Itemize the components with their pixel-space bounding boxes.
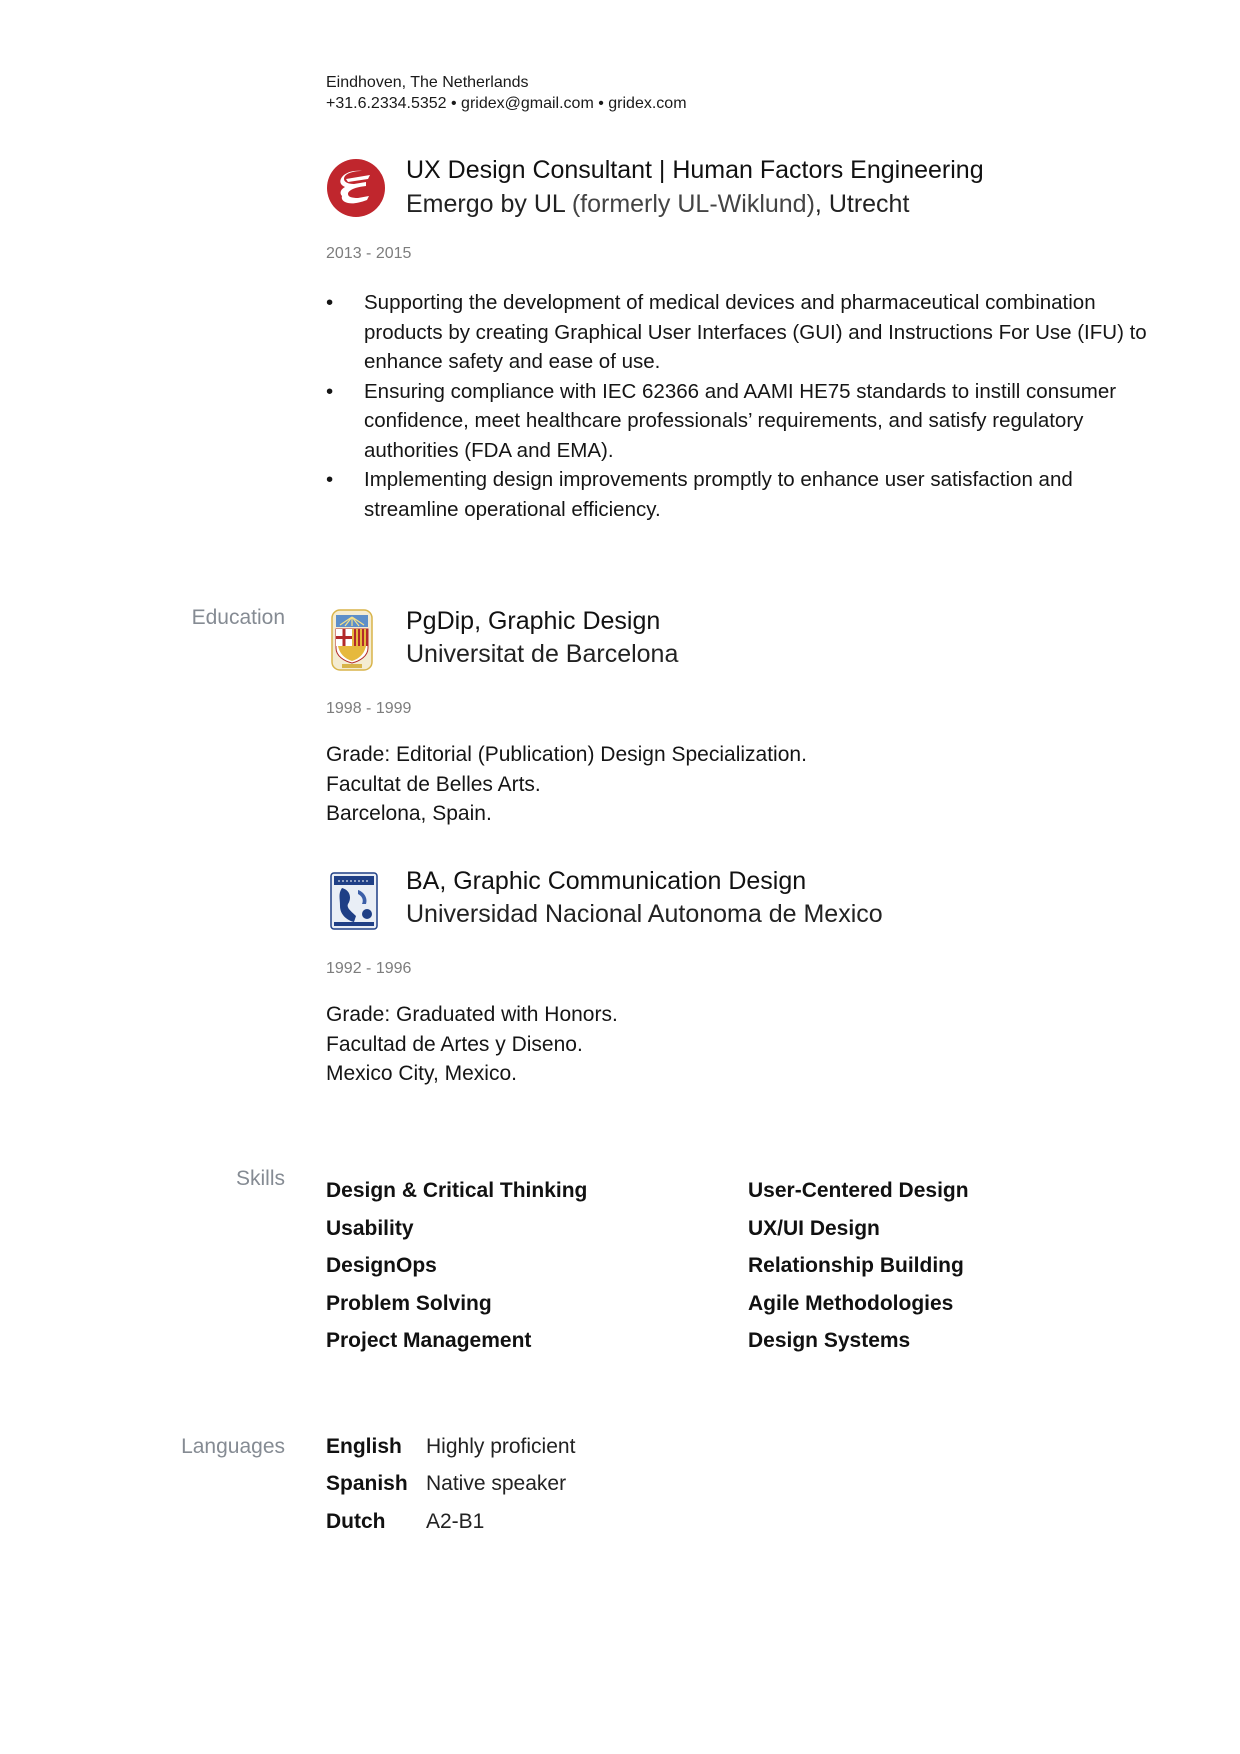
detail-line: Barcelona, Spain. bbox=[326, 802, 492, 825]
detail-line: Mexico City, Mexico. bbox=[326, 1062, 517, 1085]
list-item bbox=[326, 465, 1156, 524]
skill-item: Design Systems bbox=[748, 1329, 911, 1352]
contact-details: +31.6.2334.5352 • gridex@gmail.com • gridex.com bbox=[326, 95, 687, 112]
org-city: , Utrecht bbox=[814, 190, 910, 218]
bullet-icon: • bbox=[326, 379, 334, 403]
skill-item: Design & Critical Thinking bbox=[326, 1179, 588, 1202]
bullet-text: Implementing design improvements promptly to enhance user satisfaction and streamline operational efficiency. bbox=[364, 468, 1073, 521]
education-label: Education bbox=[191, 606, 285, 629]
language-level: Native speaker bbox=[426, 1472, 567, 1495]
bullet-icon: • bbox=[326, 468, 334, 491]
language-row bbox=[326, 1472, 566, 1496]
education-degree-1: PgDip, Graphic Design bbox=[406, 607, 661, 635]
education-dates-2: 1992 - 1996 bbox=[326, 960, 412, 977]
org-formerly: (formerly UL-Wiklund) bbox=[571, 190, 815, 218]
education-school-1: Universitat de Barcelona bbox=[406, 640, 679, 668]
skills-label: Skills bbox=[235, 1167, 285, 1190]
skill-item: User-Centered Design bbox=[748, 1179, 969, 1202]
language-level: Highly proficient bbox=[426, 1435, 576, 1458]
language-name: English bbox=[326, 1435, 402, 1458]
detail-line: Facultad de Artes y Diseno. bbox=[326, 1032, 583, 1056]
skill-item: UX/UI Design bbox=[748, 1216, 880, 1240]
education-details-1 bbox=[326, 740, 807, 829]
language-name: Spanish bbox=[326, 1472, 408, 1495]
education-degree-2: BA, Graphic Communication Design bbox=[406, 867, 807, 895]
job-dates: 2013 - 2015 bbox=[326, 245, 412, 262]
job-title: UX Design Consultant | Human Factors Engineering bbox=[406, 156, 984, 184]
bullet-text: Ensuring compliance with IEC 62366 and AAMI HE75 standards to instill consumer confidence, meet healthcare professionals’ requirements, and satisfy regulatory authorities (FDA and EMA). bbox=[364, 379, 1117, 462]
language-level: A2-B1 bbox=[426, 1510, 485, 1533]
org-name: Emergo by UL bbox=[406, 190, 565, 218]
unam-crest-logo bbox=[328, 870, 380, 932]
ub-crest-logo bbox=[330, 608, 374, 672]
skills-column-left bbox=[326, 1172, 587, 1360]
skill-item: Agile Methodologies bbox=[748, 1291, 954, 1315]
bullet-text: Supporting the development of medical devices and pharmaceutical combination products by creating Graphical User Interfaces (GUI) and Instructions For Use (IFU) to enhance safety and ease of use. bbox=[364, 291, 1147, 373]
detail-line: Grade: Graduated with Honors. bbox=[326, 1003, 618, 1026]
job-bullet-list bbox=[326, 288, 1156, 524]
skill-item: DesignOps bbox=[326, 1254, 437, 1277]
skills-column-right bbox=[748, 1172, 969, 1360]
skill-item: Project Management bbox=[326, 1329, 532, 1352]
skill-item: Relationship Building bbox=[748, 1254, 964, 1277]
job-organization bbox=[406, 188, 909, 220]
detail-line: Facultat de Belles Arts. bbox=[326, 772, 541, 796]
language-row bbox=[326, 1435, 575, 1459]
education-details-2 bbox=[326, 1000, 618, 1089]
languages-label: Languages bbox=[181, 1435, 285, 1458]
language-name: Dutch bbox=[326, 1510, 386, 1533]
education-dates-1: 1998 - 1999 bbox=[326, 700, 412, 717]
language-row bbox=[326, 1510, 484, 1534]
bullet-icon: • bbox=[326, 291, 334, 314]
contact-location: Eindhoven, The Netherlands bbox=[326, 74, 529, 91]
contact-block bbox=[326, 72, 687, 114]
education-school-2: Universidad Nacional Autonoma de Mexico bbox=[406, 900, 883, 928]
skill-item: Problem Solving bbox=[326, 1291, 492, 1315]
list-item bbox=[326, 288, 1156, 377]
skill-item: Usability bbox=[326, 1216, 414, 1240]
emergo-logo bbox=[326, 158, 386, 218]
detail-line: Grade: Editorial (Publication) Design Specialization. bbox=[326, 743, 807, 766]
list-item bbox=[326, 377, 1156, 466]
